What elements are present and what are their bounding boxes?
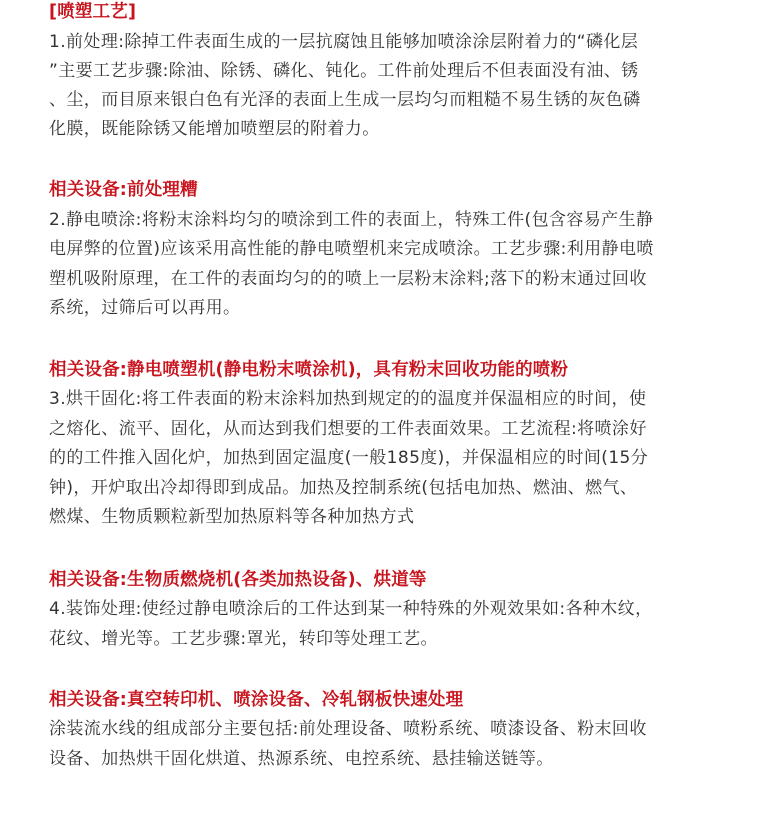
paragraph-line: 1.前处理:除掉工件表面生成的一层抗腐蚀且能够加喷涂涂层附着力的“磷化层 xyxy=(49,32,639,52)
section-heading: 相关设备:静电喷塑机(静电粉末喷涂机)，具有粉末回收功能的喷粉 xyxy=(49,360,569,380)
paragraph-line: 之熔化、流平、固化，从而达到我们想要的工件表面效果。工艺流程:将喷涂好 xyxy=(49,419,647,439)
paragraph-line: 、尘，而目原来银白色有光泽的表面上生成一层均匀而粗糙不易生锈的灰色磷 xyxy=(49,90,641,110)
paragraph-line: 的的工件推入固化炉，加热到固定温度(一般185度)，并保温相应的时间(15分 xyxy=(49,448,649,468)
paragraph-line: 钟)，开炉取出冷却得即到成品。加热及控制系统(包括电加热、燃油、燃气、 xyxy=(49,478,638,498)
paragraph-line: 涂装流水线的组成部分主要包括:前处理设备、喷粉系统、喷漆设备、粉末回收 xyxy=(49,719,647,739)
paragraph-line: 花纹、增光等。工艺步骤:罩光，转印等处理工艺。 xyxy=(49,629,438,649)
paragraph-line: 设备、加热烘干固化烘道、热源系统、电控系统、悬挂输送链等。 xyxy=(49,749,554,769)
paragraph-line: ”主要工艺步骤:除油、除锈、磷化、钝化。工件前处理后不但表面没有油、锈 xyxy=(49,61,639,81)
section-heading: 相关设备:前处理糟 xyxy=(49,180,198,200)
paragraph-line: 燃煤、生物质颗粒新型加热原料等各种加热方式 xyxy=(49,507,415,527)
paragraph-line: 电屏弊的位置)应该采用高性能的静电喷塑机来完成喷涂。工艺步骤:利用静电喷 xyxy=(49,239,654,259)
paragraph-line: 3.烘干固化:将工件表面的粉末涂料加热到规定的的温度并保温相应的时间，使 xyxy=(49,389,647,409)
section-heading: 相关设备:生物质燃烧机(各类加热设备)、烘道等 xyxy=(49,570,427,590)
paragraph-line: 系统，过筛后可以再用。 xyxy=(49,298,241,318)
paragraph-line: 化膜，既能除锈又能增加喷塑层的附着力。 xyxy=(49,119,380,139)
paragraph-line: 2.静电喷涂:将粉末涂料均匀的喷涂到工件的表面上，特殊工件(包含容易产生静 xyxy=(49,210,654,230)
section-heading: 相关设备:真空转印机、喷涂设备、冷轧钢板快速处理 xyxy=(49,690,464,710)
paragraph-line: 4.装饰处理:使经过静电喷涂后的工件达到某一种特殊的外观效果如:各种木纹， xyxy=(49,599,653,619)
paragraph-line: 塑机吸附原理，在工件的表面均匀的的喷上一层粉末涂料;落下的粉末通过回收 xyxy=(49,269,647,289)
page-title: [喷塑工艺] xyxy=(49,2,137,22)
